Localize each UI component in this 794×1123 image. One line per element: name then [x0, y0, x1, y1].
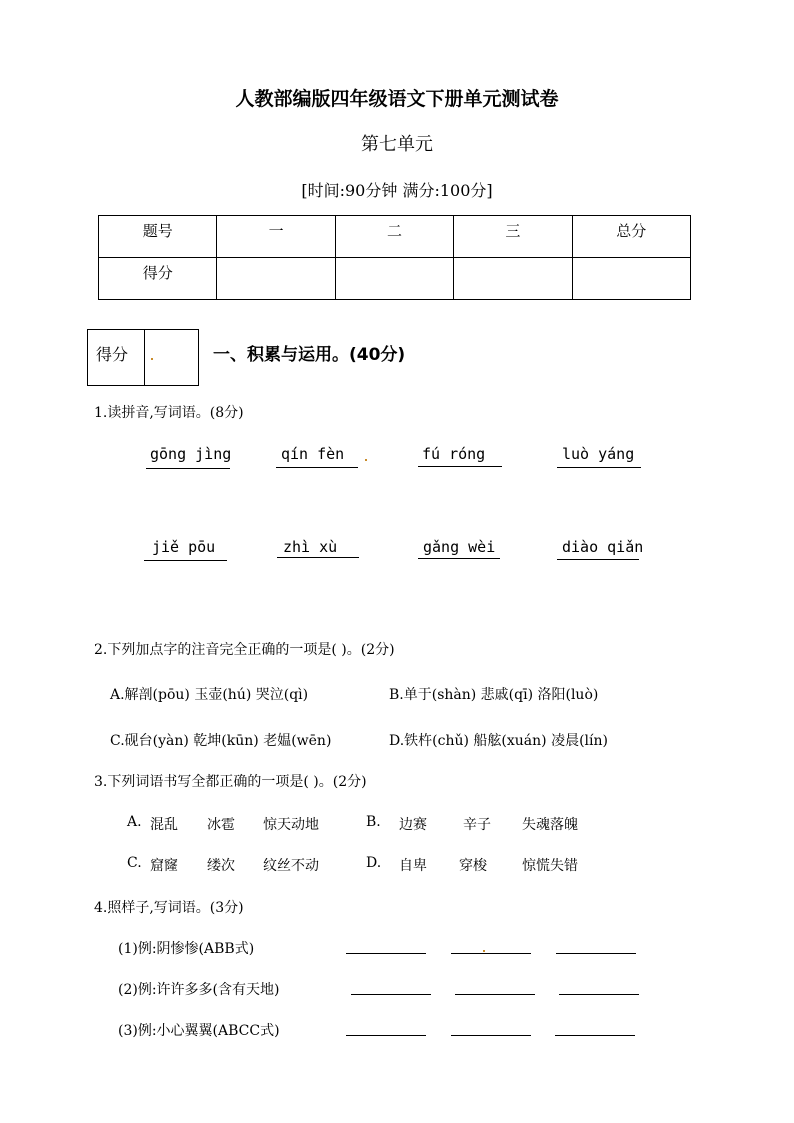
option-d[interactable]: D.铁杵(chǔ) 船舷(xuán) 凌晨(lín)	[389, 733, 608, 749]
pinyin-prompt: gōng jìng	[150, 445, 232, 463]
word: 失魂落魄	[522, 817, 578, 833]
option-letter[interactable]: C.	[127, 855, 142, 871]
option-c[interactable]: C.砚台(yàn) 乾坤(kūn) 老媪(wēn)	[110, 733, 332, 749]
word: 辛子	[463, 817, 491, 833]
score-cell[interactable]	[217, 258, 335, 300]
option-letter[interactable]: D.	[366, 855, 382, 871]
answer-blank[interactable]	[346, 1035, 426, 1036]
option-b[interactable]: B.单于(shàn) 悲戚(qī) 洛阳(luò)	[389, 687, 599, 703]
score-cell[interactable]	[572, 258, 690, 300]
pinyin-prompt: diào qiǎn	[562, 538, 644, 556]
score-box-divider	[144, 330, 145, 385]
answer-blank[interactable]	[555, 1035, 635, 1036]
option-letter[interactable]: B.	[366, 814, 381, 830]
section-title: 一、积累与运用。(40分)	[213, 345, 406, 365]
answer-line[interactable]	[418, 466, 502, 467]
pinyin-prompt: qín fèn	[281, 445, 345, 463]
score-row-label: 得分	[99, 258, 217, 300]
score-table-header-row	[99, 216, 691, 258]
question-2: 2.下列加点字的注音完全正确的一项是( )。(2分)	[94, 642, 395, 658]
score-table-header: 一	[217, 216, 335, 258]
score-table	[98, 215, 691, 300]
question-1: 1.读拼音,写词语。(8分)	[94, 405, 244, 421]
option-letter[interactable]: A.	[127, 814, 142, 830]
answer-blank[interactable]	[346, 953, 426, 954]
score-table-header: 二	[335, 216, 453, 258]
score-cell[interactable]	[335, 258, 453, 300]
ink-speck	[365, 459, 367, 461]
answer-line[interactable]	[557, 559, 639, 560]
question-3: 3.下列词语书写全都正确的一项是( )。(2分)	[94, 774, 367, 790]
ink-speck	[483, 950, 485, 952]
example-item: (1)例:阴惨惨(ABB式)	[118, 941, 255, 957]
example-item: (2)例:许许多多(含有天地)	[118, 982, 280, 998]
score-cell[interactable]	[454, 258, 572, 300]
pinyin-prompt: luò yáng	[562, 445, 635, 463]
time-score-info: [时间:90分钟 满分:100分]	[301, 181, 493, 200]
answer-blank[interactable]	[559, 994, 639, 995]
pinyin-prompt: gǎng wèi	[423, 538, 496, 556]
word: 冰雹	[207, 817, 235, 833]
example-item: (3)例:小心翼翼(ABCC式)	[118, 1023, 280, 1039]
section-score-label: 得分	[96, 345, 129, 364]
answer-line[interactable]	[144, 560, 227, 561]
answer-line[interactable]	[418, 558, 500, 559]
answer-blank[interactable]	[451, 953, 531, 954]
word: 窟窿	[150, 858, 178, 874]
answer-line[interactable]	[276, 467, 358, 468]
section-score-box	[87, 329, 199, 386]
answer-blank[interactable]	[451, 1035, 531, 1036]
ink-speck	[151, 358, 153, 360]
word: 惊天动地	[263, 817, 319, 833]
page-title: 人教部编版四年级语文下册单元测试卷	[235, 88, 559, 110]
score-table-header: 题号	[99, 216, 217, 258]
word: 穿梭	[459, 858, 487, 874]
pinyin-prompt: fú róng	[422, 445, 486, 463]
pinyin-prompt: jiě pōu	[152, 538, 216, 556]
unit-title: 第七单元	[361, 134, 433, 155]
answer-blank[interactable]	[351, 994, 431, 995]
pinyin-prompt: zhì xù	[283, 538, 338, 556]
question-4: 4.照样子,写词语。(3分)	[94, 900, 244, 916]
word: 边赛	[399, 817, 427, 833]
option-a[interactable]: A.解剖(pōu) 玉壶(hú) 哭泣(qì)	[110, 687, 309, 703]
answer-line[interactable]	[146, 468, 230, 469]
answer-blank[interactable]	[556, 953, 636, 954]
answer-blank[interactable]	[455, 994, 535, 995]
answer-line[interactable]	[277, 557, 359, 558]
score-table-header: 总分	[572, 216, 690, 258]
word: 自卑	[399, 858, 427, 874]
word: 惊慌失错	[522, 858, 578, 874]
score-table-header: 三	[454, 216, 572, 258]
word: 混乱	[150, 817, 178, 833]
word: 纹丝不动	[263, 858, 319, 874]
word: 缕次	[207, 858, 235, 874]
score-table-score-row	[99, 258, 691, 300]
answer-line[interactable]	[557, 467, 641, 468]
